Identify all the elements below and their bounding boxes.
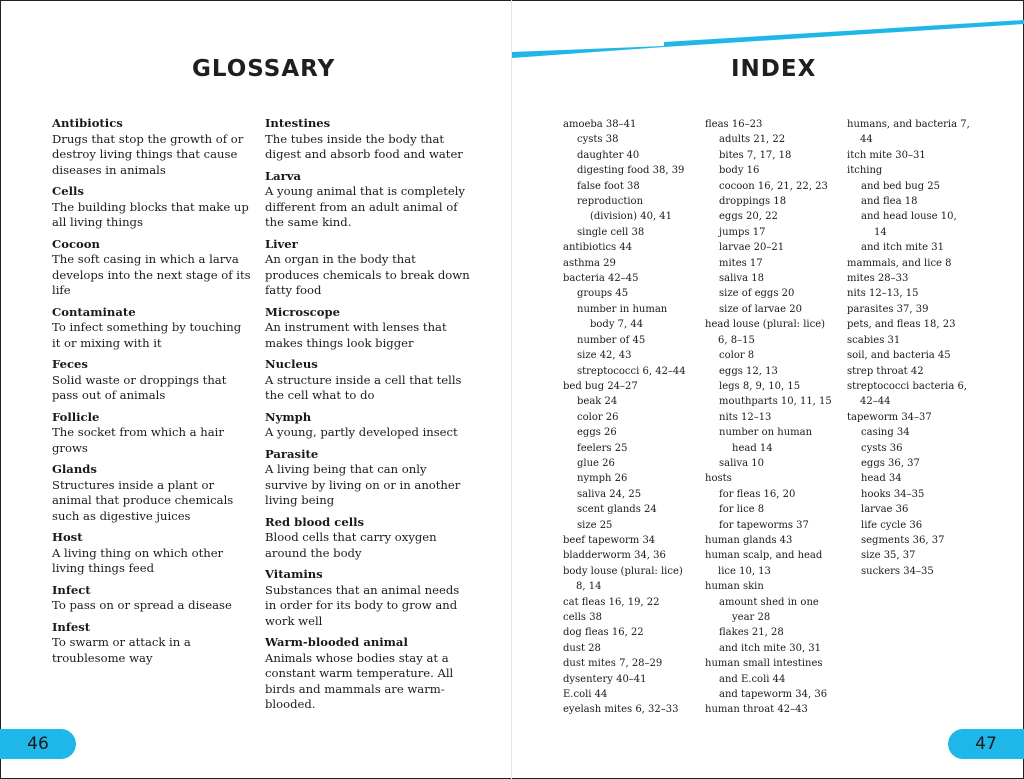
- index-entry: parasites 37, 39: [847, 303, 929, 315]
- index-subentry: and tapeworm 34, 36: [719, 689, 828, 701]
- index-subentry: size 35, 37: [861, 550, 916, 562]
- glossary-definition: Structures inside a plant or animal that produce chemicals such as digestive juices: [52, 477, 234, 523]
- glossary-entry: [52, 237, 252, 299]
- index-subentry: legs 8, 9, 10, 15: [719, 380, 801, 392]
- glossary-definition: The socket from which a hair grows: [52, 425, 224, 455]
- index-subentry: casing 34: [861, 427, 910, 439]
- index-entry: body louse (plural: lice) 8, 14: [563, 565, 683, 593]
- glossary-definition: Animals whose bodies stay at a constant warm temperature. All birds and mammals are warm-blooded.: [265, 650, 454, 711]
- glossary-column-2: [265, 116, 470, 719]
- index-entry: humans, and bacteria 7, 44: [847, 119, 970, 146]
- index-entry: cat fleas 16, 19, 22: [563, 596, 660, 608]
- index-subentry: streptococci 6, 42–44: [577, 365, 686, 377]
- index-subentry: cysts 38: [577, 134, 619, 146]
- glossary-term: Red blood cells: [265, 514, 365, 529]
- index-entry: dysentery 40–41: [563, 673, 647, 685]
- index-entry: head louse (plural: lice) 6, 8–15: [705, 319, 826, 346]
- index-subentry: hooks 34–35: [861, 488, 925, 500]
- glossary-entry: [265, 410, 470, 441]
- index-entry: human glands 43: [705, 534, 793, 546]
- index-subentry: glue 26: [577, 457, 615, 469]
- index-subentry: size 42, 43: [577, 350, 632, 362]
- index-entry: nits 12–13, 15: [847, 288, 919, 300]
- index-subentry: color 26: [577, 411, 619, 423]
- glossary-definition: A structure inside a cell that tells the cell what to do: [265, 372, 462, 402]
- glossary-term: Parasite: [265, 446, 319, 461]
- index-subentry: digesting food 38, 39: [577, 165, 685, 177]
- glossary-definition: Drugs that stop the growth of or destroy living things that cause diseases in animals: [52, 131, 244, 177]
- index-subentry: jumps 17: [719, 226, 766, 238]
- index-entry: soil, and bacteria 45: [847, 350, 951, 362]
- index-subentry: size of eggs 20: [719, 288, 795, 300]
- index-subentry: beak 24: [577, 396, 618, 408]
- index-column-2: [705, 117, 835, 718]
- index-entry: antibiotics 44: [563, 242, 633, 254]
- glossary-definition: The soft casing in which a larva develops into the next stage of its life: [52, 252, 251, 297]
- index-subentry: number on human head 14: [719, 427, 813, 454]
- index-entry: itching: [847, 165, 883, 177]
- glossary-entry: [265, 515, 470, 562]
- index-subentry: nymph 26: [577, 473, 628, 485]
- index-subentry: cysts 36: [861, 442, 903, 454]
- glossary-entry: [265, 357, 470, 404]
- glossary-definition: A living being that can only survive by living on or in another living being: [265, 462, 461, 507]
- index-entry: mammals, and lice 8: [847, 257, 952, 269]
- glossary-entry: [52, 530, 252, 577]
- glossary-entry: [265, 635, 470, 713]
- index-entry: tapeworm 34–37: [847, 411, 932, 423]
- index-subentry: and itch mite 30, 31: [719, 642, 822, 654]
- index-subentry: eggs 26: [577, 427, 617, 439]
- index-subentry: saliva 18: [719, 273, 765, 285]
- index-subentry: mouthparts 10, 11, 15: [719, 396, 832, 408]
- glossary-entry: [52, 620, 252, 667]
- glossary-term: Microscope: [265, 304, 340, 319]
- glossary-definition: To swarm or attack in a troublesome way: [52, 635, 191, 665]
- index-subentry: number in human body 7, 44: [577, 303, 668, 331]
- glossary-definition: A young animal that is completely different from an adult animal of the same kind.: [265, 184, 465, 229]
- index-subentry: scent glands 24: [577, 504, 657, 516]
- index-subentry: bites 7, 17, 18: [719, 149, 792, 161]
- index-subentry: saliva 10: [719, 457, 765, 469]
- glossary-term: Follicle: [52, 409, 100, 424]
- index-subentry: size of larvae 20: [719, 303, 802, 315]
- glossary-term: Vitamins: [265, 567, 323, 581]
- glossary-term: Intestines: [265, 116, 331, 130]
- index-subentry: mites 17: [719, 257, 763, 269]
- index-subentry: for tapeworms 37: [719, 519, 809, 531]
- index-subentry: and head louse 10, 14: [861, 211, 957, 238]
- glossary-definition: The tubes inside the body that digest and absorb food and water: [265, 131, 463, 161]
- glossary-definition: An organ in the body that produces chemicals to break down fatty food: [265, 252, 470, 297]
- index-entry: streptococci bacteria 6, 42–44: [847, 380, 968, 408]
- glossary-entry: [265, 169, 470, 231]
- index-subentry: suckers 34–35: [861, 565, 934, 577]
- glossary-term: Infest: [52, 619, 91, 634]
- index-subentry: and itch mite 31: [861, 242, 944, 254]
- index-subentry: number of 45: [577, 334, 646, 346]
- glossary-definition: Blood cells that carry oxygen around the body: [265, 530, 437, 560]
- glossary-entry: [265, 116, 470, 163]
- index-subentry: for fleas 16, 20: [719, 488, 796, 500]
- index-subentry: head 34: [861, 473, 902, 485]
- glossary-entry: [52, 184, 252, 231]
- glossary-definition: A young, partly developed insect: [265, 425, 458, 439]
- index-entry: strep throat 42: [847, 365, 924, 377]
- glossary-term: Infect: [52, 582, 91, 597]
- index-subentry: nits 12–13: [719, 411, 772, 423]
- glossary-term: Glands: [52, 462, 97, 476]
- index-subentry: adults 21, 22: [719, 134, 786, 146]
- index-subentry: for lice 8: [719, 504, 765, 516]
- index-subentry: size 25: [577, 519, 613, 531]
- index-subentry: and bed bug 25: [861, 180, 941, 192]
- glossary-entry: [52, 583, 252, 614]
- glossary-entry: [265, 567, 470, 629]
- index-subentry: eggs 20, 22: [719, 211, 778, 223]
- glossary-title: GLOSSARY: [192, 56, 336, 82]
- index-entry: eyelash mites 6, 32–33: [563, 704, 679, 716]
- glossary-entry: [265, 305, 470, 352]
- glossary-term: Cells: [52, 184, 84, 198]
- glossary-term: Antibiotics: [52, 116, 123, 130]
- index-subentry: single cell 38: [577, 226, 645, 238]
- index-subentry: larvae 36: [861, 504, 909, 516]
- glossary-entry: [52, 410, 252, 457]
- glossary-definition: A living thing on which other living things feed: [52, 545, 224, 575]
- index-subentry: eggs 12, 13: [719, 365, 778, 377]
- index-entry: human small intestines: [705, 658, 823, 670]
- index-entry: cells 38: [563, 612, 602, 623]
- index-subentry: and E.coli 44: [719, 673, 786, 685]
- index-subentry: larvae 20–21: [719, 242, 785, 254]
- index-subentry: body 16: [719, 165, 760, 177]
- glossary-entry: [52, 305, 252, 352]
- index-entry: dust 28: [563, 642, 601, 654]
- index-entry: human throat 42–43: [705, 704, 808, 716]
- index-subentry: life cycle 36: [861, 519, 923, 531]
- index-subentry: feelers 25: [577, 442, 628, 454]
- index-subentry: eggs 36, 37: [861, 457, 920, 469]
- page-number-left: 46: [0, 729, 76, 759]
- glossary-term: Cocoon: [52, 236, 100, 251]
- index-subentry: color 8: [719, 350, 755, 362]
- glossary-term: Nucleus: [265, 357, 318, 371]
- glossary-definition: The building blocks that make up all living things: [52, 199, 249, 229]
- index-subentry: cocoon 16, 21, 22, 23: [719, 180, 828, 192]
- glossary-term: Feces: [52, 357, 88, 371]
- glossary-term: Host: [52, 530, 83, 544]
- index-entry: hosts: [705, 473, 732, 485]
- glossary-column-1: [52, 116, 252, 672]
- glossary-definition: Substances that an animal needs in order for its body to grow and work well: [265, 582, 460, 628]
- glossary-entry: [265, 447, 470, 509]
- index-subentry: amount shed in one year 28: [719, 596, 819, 623]
- glossary-definition: Solid waste or droppings that pass out of animals: [52, 372, 227, 402]
- index-entry: itch mite 30–31: [847, 149, 926, 161]
- index-subentry: daughter 40: [577, 149, 640, 161]
- index-entry: mites 28–33: [847, 273, 909, 285]
- glossary-entry: [265, 237, 470, 299]
- index-entry: scabies 31: [847, 334, 901, 346]
- glossary-term: Larva: [265, 168, 302, 183]
- index-subentry: flakes 21, 28: [719, 627, 784, 639]
- index-entry: dust mites 7, 28–29: [563, 658, 663, 670]
- index-subentry: groups 45: [577, 288, 629, 300]
- glossary-entry: [52, 357, 252, 404]
- index-column-1: [563, 117, 693, 718]
- glossary-entry: [52, 116, 252, 178]
- page-spine: [511, 0, 512, 779]
- glossary-definition: To pass on or spread a disease: [52, 598, 232, 612]
- index-entry: fleas 16–23: [705, 119, 763, 130]
- index-subentry: reproduction (division) 40, 41: [577, 196, 673, 223]
- glossary-term: Warm-blooded animal: [265, 635, 408, 649]
- index-subentry: saliva 24, 25: [577, 488, 642, 500]
- index-subentry: false foot 38: [577, 180, 640, 192]
- index-entry: bacteria 42–45: [563, 273, 639, 285]
- index-entry: dog fleas 16, 22: [563, 627, 644, 639]
- glossary-definition: An instrument with lenses that makes things look bigger: [265, 320, 447, 350]
- index-subentry: droppings 18: [719, 196, 787, 208]
- glossary-definition: To infect something by touching it or mixing with it: [52, 320, 242, 350]
- index-entry: bladderworm 34, 36: [563, 550, 666, 562]
- index-subentry: and flea 18: [861, 196, 918, 208]
- index-entry: amoeba 38–41: [563, 119, 637, 130]
- index-subentry: segments 36, 37: [861, 534, 945, 546]
- index-entry: human skin: [705, 581, 764, 593]
- index-entry: pets, and fleas 18, 23: [847, 319, 956, 331]
- index-column-3: [847, 117, 972, 579]
- index-entry: beef tapeworm 34: [563, 534, 656, 546]
- glossary-term: Contaminate: [52, 304, 136, 319]
- glossary-entry: [52, 462, 252, 524]
- page-number-right: 47: [948, 729, 1024, 759]
- glossary-term: Nymph: [265, 409, 312, 424]
- glossary-term: Liver: [265, 236, 298, 251]
- index-entry: bed bug 24–27: [563, 380, 638, 392]
- index-entry: E.coli 44: [563, 689, 608, 701]
- index-title: INDEX: [731, 56, 817, 82]
- index-entry: human scalp, and head lice 10, 13: [705, 550, 823, 577]
- index-entry: asthma 29: [563, 257, 616, 269]
